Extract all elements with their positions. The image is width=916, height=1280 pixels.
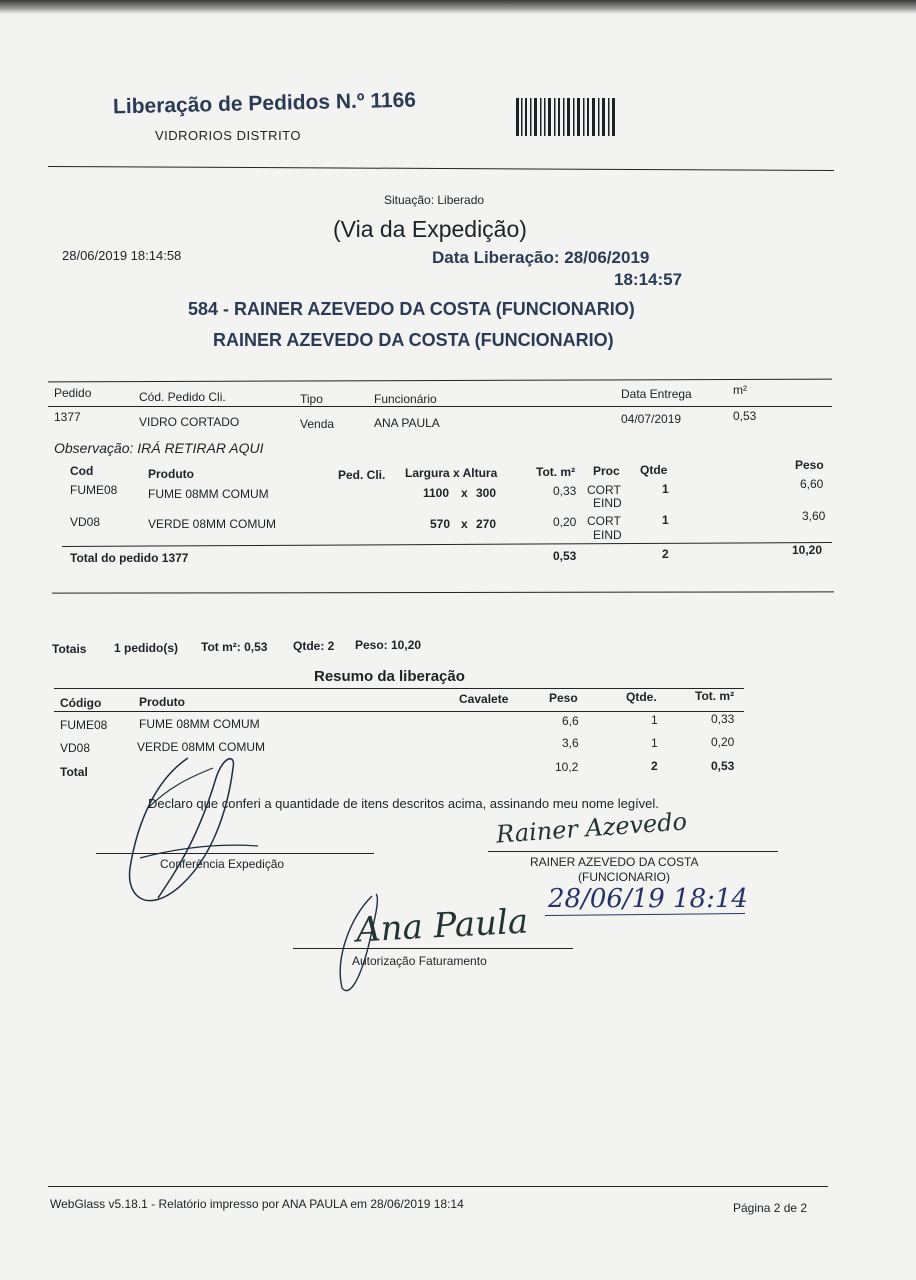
- column-header-cod-cli: Cód. Pedido Cli.: [139, 390, 226, 404]
- divider: [48, 379, 832, 383]
- items-header-tot-m2: Tot. m²: [536, 465, 576, 479]
- handwritten-signature-rainer: Rainer Azevedo: [495, 807, 688, 849]
- items-header-qtde: Qtde: [640, 463, 668, 477]
- order-total-peso: 10,20: [792, 543, 823, 557]
- column-header-data-entrega: Data Entrega: [621, 387, 692, 401]
- items-header-peso: Peso: [795, 458, 824, 472]
- autorizacao-label: Autorização Faturamento: [352, 954, 487, 968]
- summary-row-tot-m2: 0,33: [711, 712, 735, 726]
- totals-qtde: Qtde: 2: [293, 639, 335, 653]
- summary-total-peso: 10,2: [555, 760, 579, 774]
- footer-page-number: Página 2 de 2: [733, 1201, 808, 1215]
- item-proc: EIND: [593, 528, 622, 542]
- item-cod: VD08: [70, 515, 101, 529]
- handwritten-date: 28/06/19 18:14: [548, 884, 748, 914]
- item-peso: 6,60: [800, 477, 824, 491]
- column-header-funcionario: Funcionário: [374, 392, 437, 406]
- column-header-pedido: Pedido: [54, 386, 92, 400]
- items-header-cod: Cod: [70, 464, 94, 478]
- item-x: x: [461, 517, 468, 531]
- order-employee: ANA PAULA: [374, 416, 440, 430]
- situation-label: Situação: Liberado: [384, 193, 485, 207]
- item-x: x: [461, 486, 468, 500]
- summary-total-qtde: 2: [651, 759, 658, 773]
- scan-edge-shadow: [0, 0, 916, 14]
- footer-printed-by: WebGlass v5.18.1 - Relatório impresso por ANA PAULA em 28/06/2019 18:14: [50, 1197, 464, 1211]
- summary-header-peso: Peso: [549, 691, 578, 705]
- item-largura: 570: [430, 517, 451, 531]
- client-name-primary: 584 - RAINER AZEVEDO DA COSTA (FUNCIONARIO): [188, 299, 635, 319]
- items-header-ped-cli: Ped. Cli.: [338, 468, 386, 482]
- order-total-m2: 0,53: [553, 549, 577, 563]
- handwritten-signature-ana-paula: Ana Paula: [355, 901, 530, 951]
- summary-header-qtde: Qtde.: [626, 690, 657, 704]
- items-header-produto: Produto: [148, 467, 194, 481]
- items-header-proc: Proc: [593, 464, 620, 478]
- recipient-name: RAINER AZEVEDO DA COSTA: [530, 855, 699, 869]
- release-date: Data Liberação: 28/06/2019: [432, 248, 650, 267]
- divider: [52, 591, 834, 593]
- copy-label: (Via da Expedição): [333, 216, 527, 242]
- recipient-role: (FUNCIONARIO): [578, 870, 670, 884]
- items-header-largura-altura: Largura x Altura: [405, 466, 498, 480]
- summary-header-produto: Produto: [139, 695, 185, 709]
- totals-peso: Peso: 10,20: [355, 638, 422, 652]
- summary-total-label: Total: [60, 765, 88, 779]
- declaration-text: Declaro que conferi a quantidade de itens descritos acima, assinando meu nome legível.: [148, 796, 659, 811]
- conferencia-label: Conferência Expedição: [160, 857, 285, 871]
- item-largura: 1100: [423, 486, 450, 500]
- item-qtde: 1: [662, 513, 669, 527]
- item-proc: CORT: [587, 483, 621, 497]
- item-tot-m2: 0,33: [553, 484, 577, 498]
- handwritten-signature-conferencia: [118, 748, 278, 918]
- footer-divider: [48, 1186, 828, 1187]
- order-delivery-date: 04/07/2019: [621, 412, 682, 426]
- column-header-tipo: Tipo: [300, 392, 323, 406]
- summary-row-tot-m2: 0,20: [711, 735, 735, 749]
- summary-row-codigo: FUME08: [60, 718, 108, 732]
- item-altura: 300: [476, 486, 497, 500]
- order-number: 1377: [54, 410, 81, 424]
- order-total-qtde: 2: [662, 547, 669, 561]
- company-name: VIDRORIOS DISTRITO: [155, 128, 301, 143]
- column-header-m2: m²: [733, 383, 747, 397]
- summary-header-codigo: Código: [60, 696, 102, 710]
- summary-row-qtde: 1: [651, 736, 658, 750]
- item-qtde: 1: [662, 482, 669, 496]
- item-tot-m2: 0,20: [553, 515, 577, 529]
- totals-pedidos: 1 pedido(s): [114, 641, 179, 655]
- summary-row-peso: 3,6: [562, 736, 579, 750]
- summary-header-cavalete: Cavalete: [459, 692, 509, 706]
- summary-header-tot-m2: Tot. m²: [695, 689, 735, 703]
- order-observation: Observação: IRÁ RETIRAR AQUI: [54, 440, 264, 456]
- print-datetime: 28/06/2019 18:14:58: [62, 248, 182, 263]
- divider: [62, 542, 832, 547]
- divider: [54, 688, 744, 689]
- item-cod: FUME08: [70, 483, 118, 497]
- totals-label: Totais: [52, 642, 87, 656]
- divider: [48, 166, 834, 171]
- order-type: Venda: [300, 417, 335, 431]
- summary-total-m2: 0,53: [711, 759, 735, 773]
- signature-line: [488, 851, 778, 852]
- totals-m2: Tot m²: 0,53: [201, 640, 268, 654]
- summary-row-produto: VERDE 08MM COMUM: [137, 740, 266, 754]
- client-name-secondary: RAINER AZEVEDO DA COSTA (FUNCIONARIO): [213, 330, 614, 350]
- item-peso: 3,60: [802, 509, 826, 523]
- item-proc: CORT: [587, 514, 621, 528]
- summary-row-produto: FUME 08MM COMUM: [139, 717, 260, 731]
- order-m2: 0,53: [733, 409, 757, 423]
- item-altura: 270: [476, 517, 497, 531]
- item-produto: VERDE 08MM COMUM: [148, 517, 277, 531]
- item-proc: EIND: [593, 496, 622, 510]
- page-title: Liberação de Pedidos N.º 1166: [112, 88, 417, 119]
- order-client-code: VIDRO CORTADO: [139, 415, 240, 429]
- divider: [54, 711, 744, 712]
- summary-row-qtde: 1: [651, 713, 658, 727]
- summary-title: Resumo da liberação: [314, 668, 465, 685]
- summary-row-codigo: VD08: [60, 741, 91, 755]
- summary-row-peso: 6,6: [562, 714, 579, 728]
- order-total-label: Total do pedido 1377: [70, 551, 189, 565]
- item-produto: FUME 08MM COMUM: [148, 487, 269, 501]
- barcode-icon: [516, 96, 618, 138]
- divider: [48, 406, 832, 407]
- release-time: 18:14:57: [614, 270, 683, 289]
